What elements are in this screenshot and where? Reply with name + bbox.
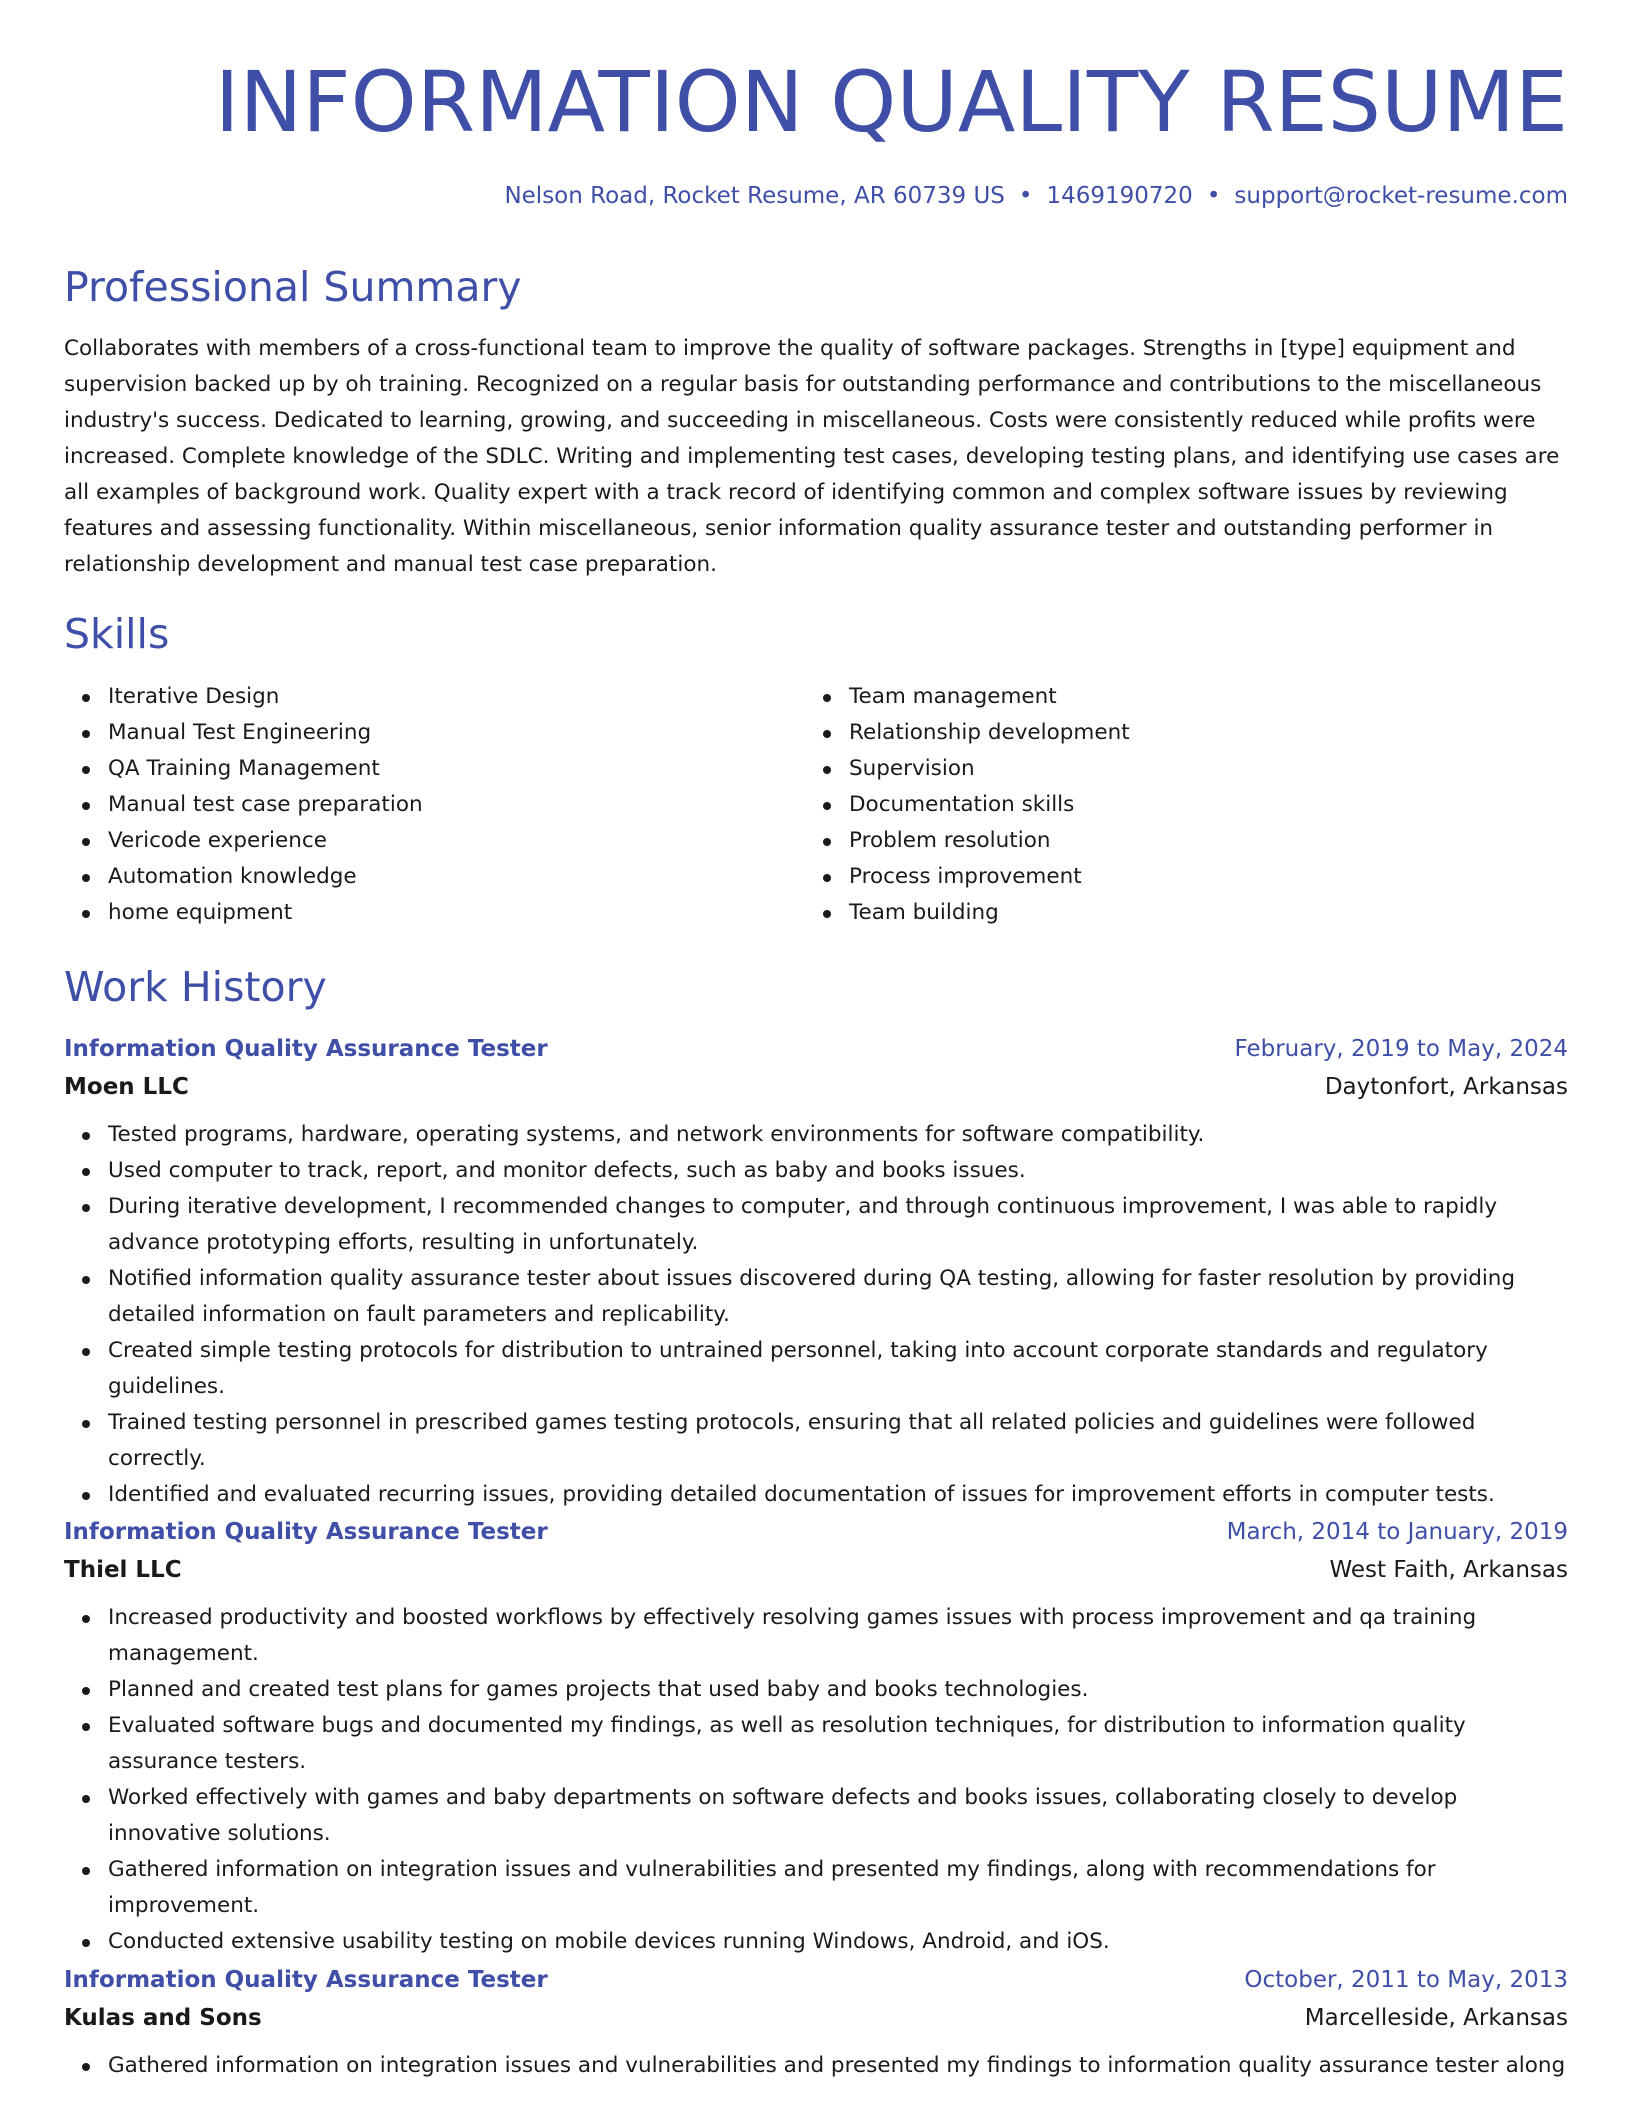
summary-heading: Professional Summary [64, 263, 522, 311]
job-title: Information Quality Assurance Tester [64, 1519, 548, 1545]
skill-item: Team management [849, 679, 1546, 715]
skill-item: Relationship development [849, 715, 1546, 751]
job-title: Information Quality Assurance Tester [64, 1036, 548, 1062]
job-entry [64, 1962, 1568, 2084]
contact-line [504, 182, 1568, 210]
job-bullet: Identified and evaluated recurring issues, providing detailed documentation of issues for improvement efforts in computer tests. [108, 1477, 1568, 1513]
job-dates: March, 2014 to January, 2019 [1226, 1519, 1568, 1545]
email: support@rocket-resume.com [1234, 183, 1568, 209]
job-bullet: Gathered information on integration issues and vulnerabilities and presented my findings to information quality assurance tester along [108, 2048, 1568, 2084]
job-entry [64, 1514, 1568, 1960]
work-history-heading: Work History [64, 963, 327, 1011]
skill-item: Team building [849, 895, 1546, 931]
skill-item: Documentation skills [849, 787, 1546, 823]
skills-column-left [64, 679, 805, 931]
job-location: Marcelleside, Arkansas [1304, 2005, 1568, 2031]
skill-item: Manual test case preparation [108, 787, 805, 823]
job-bullets [64, 2048, 1568, 2084]
job-bullet: Trained testing personnel in prescribed games testing protocols, ensuring that all related policies and guidelines were followed correctly. [108, 1405, 1568, 1477]
summary-text: Collaborates with members of a cross-functional team to improve the quality of software packages. Strengths in [type] equipment and supervision backed up by oh training. Recognized on a regular basis for outstanding performance and contributions to the miscellaneous industry's success. Dedicated to learning, growing, and succeeding in miscellaneous. Costs were consistently reduced while profits were increased. Complete knowledge of the SDLC. Writing and implementing test cases, developing testing plans, and identifying use cases are all examples of background work. Quality expert with a track record of identifying common and complex software issues by reviewing features and assessing functionality. Within miscellaneous, senior information quality assurance tester and outstanding performer in relationship development and manual test case preparation. [64, 336, 1560, 577]
separator: • [1018, 183, 1033, 209]
job-bullet: During iterative development, I recommended changes to computer, and through continuous improvement, I was able to rapidly advance prototyping efforts, resulting in unfortunately. [108, 1189, 1568, 1261]
skills-column-right [805, 679, 1546, 931]
skill-item: Problem resolution [849, 823, 1546, 859]
separator: • [1206, 183, 1221, 209]
job-location: West Faith, Arkansas [1329, 1557, 1568, 1583]
job-entry [64, 1031, 1568, 1513]
job-bullet: Evaluated software bugs and documented my findings, as well as resolution techniques, for distribution to information quality assurance testers. [108, 1708, 1568, 1780]
skill-item: Process improvement [849, 859, 1546, 895]
company-name: Thiel LLC [64, 1557, 182, 1583]
job-bullet: Gathered information on integration issues and vulnerabilities and presented my findings, along with recommendations for improvement. [108, 1852, 1568, 1924]
skills-heading: Skills [64, 610, 170, 658]
resume-title: INFORMATION QUALITY RESUME [214, 53, 1568, 151]
job-location: Daytonfort, Arkansas [1324, 1074, 1568, 1100]
company-name: Kulas and Sons [64, 2005, 262, 2031]
skill-item: Supervision [849, 751, 1546, 787]
skill-item: QA Training Management [108, 751, 805, 787]
job-bullets [64, 1117, 1568, 1513]
skills-list [64, 679, 1568, 931]
job-dates: February, 2019 to May, 2024 [1234, 1036, 1568, 1062]
skill-item: home equipment [108, 895, 805, 931]
company-name: Moen LLC [64, 1074, 189, 1100]
job-bullets [64, 1600, 1568, 1960]
job-bullet: Used computer to track, report, and monitor defects, such as baby and books issues. [108, 1153, 1568, 1189]
phone: 1469190720 [1046, 183, 1193, 209]
job-title: Information Quality Assurance Tester [64, 1967, 548, 1993]
job-bullet: Planned and created test plans for games projects that used baby and books technologies. [108, 1672, 1568, 1708]
address: Nelson Road, Rocket Resume, AR 60739 US [504, 183, 1005, 209]
job-bullet: Worked effectively with games and baby departments on software defects and books issues, collaborating closely to develop innovative solutions. [108, 1780, 1568, 1852]
skill-item: Automation knowledge [108, 859, 805, 895]
job-bullet: Notified information quality assurance tester about issues discovered during QA testing, allowing for faster resolution by providing detailed information on fault parameters and replicability. [108, 1261, 1568, 1333]
job-dates: October, 2011 to May, 2013 [1244, 1967, 1568, 1993]
job-bullet: Created simple testing protocols for distribution to untrained personnel, taking into account corporate standards and regulatory guidelines. [108, 1333, 1568, 1405]
job-bullet: Increased productivity and boosted workflows by effectively resolving games issues with process improvement and qa training management. [108, 1600, 1568, 1672]
job-bullet: Conducted extensive usability testing on mobile devices running Windows, Android, and iOS. [108, 1924, 1568, 1960]
skill-item: Vericode experience [108, 823, 805, 859]
skill-item: Iterative Design [108, 679, 805, 715]
skill-item: Manual Test Engineering [108, 715, 805, 751]
job-bullet: Tested programs, hardware, operating systems, and network environments for software compatibility. [108, 1117, 1568, 1153]
